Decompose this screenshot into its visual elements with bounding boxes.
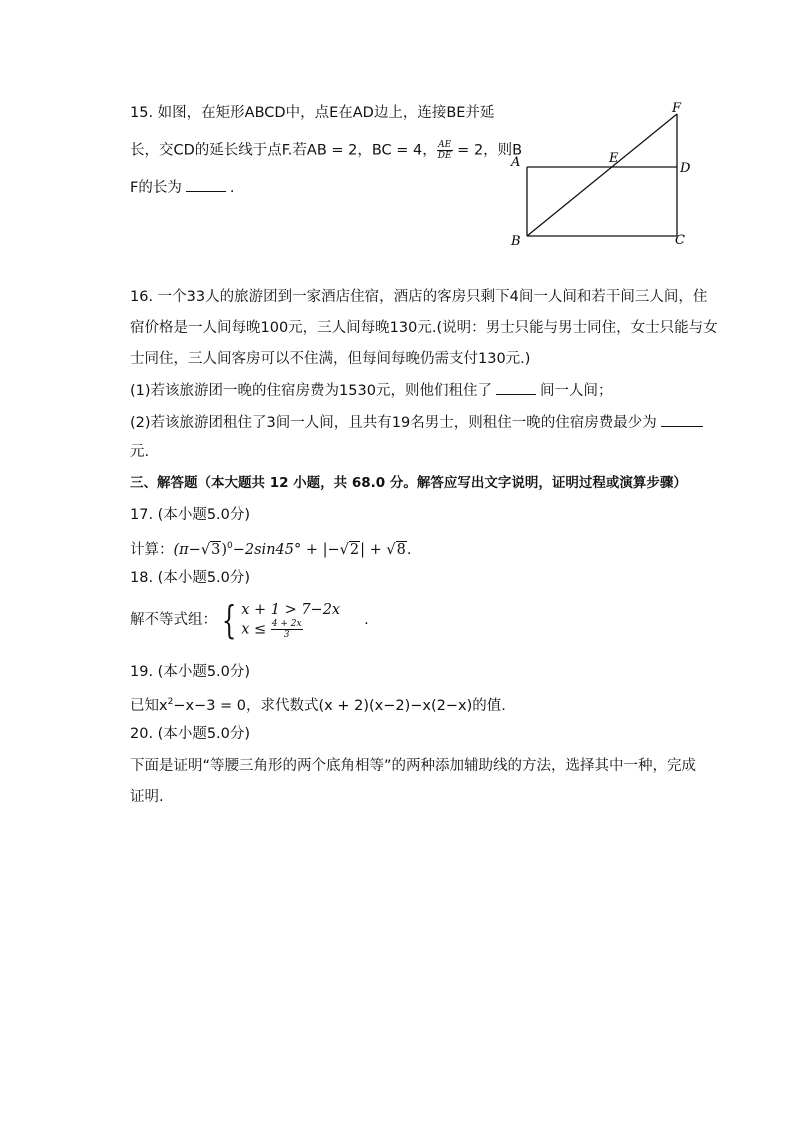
q15-line2 bbox=[130, 140, 522, 161]
q16-part1-a: (1)若该旅游团一晚的住宿房费为1530元，则他们租住了 bbox=[130, 383, 492, 399]
q15-line1: 15. 如图，在矩形ABCD中，点E在AD边上，连接BE并延 bbox=[130, 105, 495, 121]
q15-fraction bbox=[437, 140, 453, 161]
q18-rows bbox=[241, 601, 340, 640]
label-f: F bbox=[672, 101, 682, 116]
label-c: C bbox=[675, 233, 685, 248]
q18-system bbox=[130, 598, 369, 642]
q19-sup2: 2 bbox=[167, 697, 174, 707]
q15-frac-num: AE bbox=[438, 140, 452, 150]
q15-line2-a: 长，交CD的延长线于点F.若AB = 2，BC = 4， bbox=[130, 142, 437, 159]
q15-line3-a: F的长为 bbox=[130, 180, 182, 196]
label-e: E bbox=[609, 151, 619, 166]
q19-text bbox=[130, 692, 506, 716]
q17-expr-d: | + bbox=[360, 541, 387, 558]
q16-part2 bbox=[130, 412, 707, 433]
q16-part1-blank[interactable] bbox=[496, 380, 536, 395]
q19-text-a: 已知x bbox=[130, 697, 168, 714]
q17-head: 17. (本小题5.0分) bbox=[130, 507, 251, 523]
q15-line3-b: . bbox=[229, 180, 235, 196]
q18-row1: x + 1 > 7−2x bbox=[241, 601, 341, 618]
q16-line3: 士同住，三人间客房可以不住满，但每间每晚仍需支付130元.) bbox=[130, 351, 531, 367]
segment-bf bbox=[527, 114, 677, 236]
q15-frac-den: DE bbox=[437, 151, 452, 161]
q17-sqrt3: 3 bbox=[211, 541, 221, 558]
q18-row2-a: x ≤ bbox=[241, 621, 271, 637]
q16-part2-end: 元. bbox=[130, 444, 150, 460]
q15-answer-blank[interactable] bbox=[186, 177, 226, 192]
q18-row2 bbox=[241, 619, 340, 640]
q18-brace: { bbox=[221, 598, 237, 642]
q17-sqrt-sign-3: √ bbox=[386, 541, 396, 558]
q20-head: 20. (本小题5.0分) bbox=[130, 726, 251, 742]
q20-line1: 下面是证明“等腰三角形的两个底角相等”的两种添加辅助线的方法，选择其中一种，完成 bbox=[130, 758, 697, 774]
q17-sqrt2: 2 bbox=[349, 541, 360, 558]
q16-line2: 宿价格是一人间每晚100元，三人间每晚130元.(说明：男士只能与男士同住，女士只能与女 bbox=[130, 320, 718, 336]
q15-line2-b: = 2，则B bbox=[452, 142, 523, 159]
q17-sqrt-sign-2: √ bbox=[339, 541, 349, 558]
q18-row2-num: 4 + 2x bbox=[271, 618, 302, 629]
q17-expr-c: −2sin45° + |− bbox=[232, 541, 340, 558]
q18-head: 18. (本小题5.0分) bbox=[130, 570, 251, 586]
q18-row2-den: 3 bbox=[283, 629, 290, 640]
q15-line3 bbox=[130, 177, 234, 198]
q17-prefix: 计算： bbox=[130, 541, 174, 558]
q16-part1-b: 间一人间； bbox=[539, 383, 613, 399]
q17-expr-a: (π− bbox=[173, 541, 201, 558]
q17-exp0: 0 bbox=[227, 541, 233, 551]
q17-expr-b: ) bbox=[221, 541, 227, 558]
q17-sqrt8: 8 bbox=[396, 541, 406, 558]
q16-line1: 16. 一个33人的旅游团到一家酒店住宿，酒店的客房只剩下4间一人间和若干间三人间，住 bbox=[130, 289, 708, 305]
q18-prefix: 解不等式组： bbox=[130, 612, 217, 628]
q19-text-b: −x−3 = 0，求代数式(x + 2)(x−2)−x(2−x)的值. bbox=[173, 697, 506, 714]
q16-part2-blank[interactable] bbox=[661, 412, 703, 427]
q16-part2-a: (2)若该旅游团租住了3间一人间，且共有19名男士，则租住一晚的住宿房费最少为 bbox=[130, 415, 657, 431]
q18-suffix: . bbox=[364, 612, 369, 628]
label-b: B bbox=[511, 234, 521, 249]
q19-head: 19. (本小题5.0分) bbox=[130, 664, 251, 680]
q20-line2: 证明. bbox=[130, 789, 164, 805]
label-d: D bbox=[680, 161, 691, 176]
section-3-heading: 三、解答题（本大题共 12 小题，共 68.0 分。解答应写出文字说明，证明过程或演算步骤） bbox=[130, 475, 687, 491]
q17-expr-e: . bbox=[406, 541, 412, 558]
q18-row2-frac bbox=[271, 619, 303, 640]
q16-part1 bbox=[130, 380, 612, 401]
q15-geometry-figure bbox=[505, 100, 705, 250]
q17-sqrt-sign-1: √ bbox=[200, 541, 211, 558]
q17-expression bbox=[130, 536, 411, 560]
label-a: A bbox=[511, 155, 521, 170]
